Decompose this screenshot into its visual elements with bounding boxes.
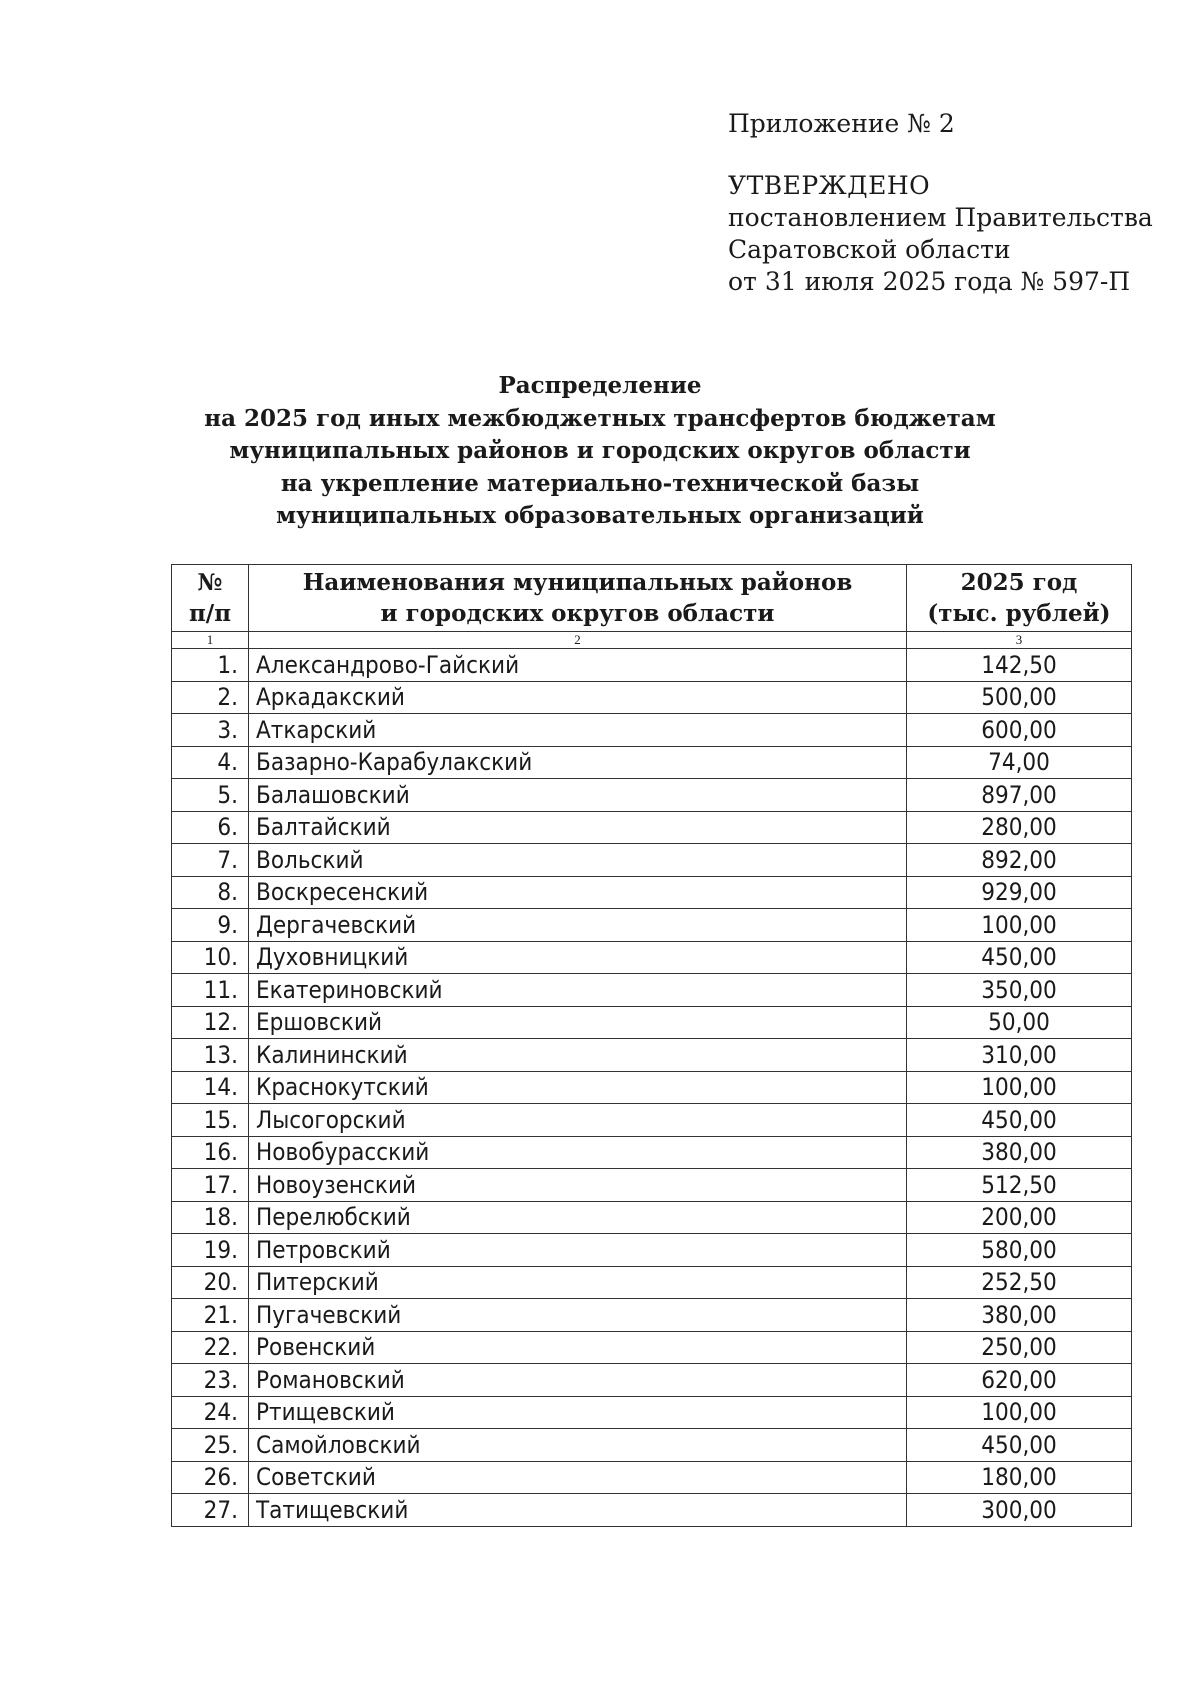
amount-value: 300,00 — [907, 1494, 1132, 1527]
row-number: 6. — [172, 811, 249, 844]
row-number: 5. — [172, 779, 249, 812]
district-name: Татищевский — [249, 1494, 907, 1527]
district-name: Духовницкий — [249, 941, 907, 974]
title-line-5: муниципальных образовательных организаций — [276, 502, 924, 529]
amount-value: 892,00 — [907, 844, 1132, 877]
district-name: Краснокутский — [249, 1071, 907, 1104]
table-row — [172, 1201, 1132, 1234]
header-amount-line-1: 2025 год — [960, 569, 1078, 596]
table-row — [172, 1136, 1132, 1169]
row-number: 2. — [172, 681, 249, 714]
amount-value: 450,00 — [907, 1104, 1132, 1137]
table-row — [172, 1299, 1132, 1332]
row-number: 27. — [172, 1494, 249, 1527]
header-amount-line-2: (тыс. рублей) — [927, 600, 1111, 627]
amount-value: 512,50 — [907, 1169, 1132, 1202]
document-title — [0, 370, 1200, 533]
row-number: 1. — [172, 649, 249, 682]
amount-value: 380,00 — [907, 1136, 1132, 1169]
district-name: Самойловский — [249, 1429, 907, 1462]
row-number: 10. — [172, 941, 249, 974]
amount-value: 897,00 — [907, 779, 1132, 812]
amount-value: 180,00 — [907, 1461, 1132, 1494]
district-name: Аркадакский — [249, 681, 907, 714]
row-number: 13. — [172, 1039, 249, 1072]
district-name: Новоузенский — [249, 1169, 907, 1202]
district-name: Пугачевский — [249, 1299, 907, 1332]
table-row — [172, 1364, 1132, 1397]
amount-value: 620,00 — [907, 1364, 1132, 1397]
approved-date: от 31 июля 2025 года № 597-П — [728, 267, 1131, 296]
amount-value: 600,00 — [907, 714, 1132, 747]
header-number-line-2: п/п — [188, 600, 232, 627]
amount-value: 250,00 — [907, 1331, 1132, 1364]
amount-value: 100,00 — [907, 909, 1132, 942]
amount-value: 142,50 — [907, 649, 1132, 682]
row-number: 26. — [172, 1461, 249, 1494]
row-number: 3. — [172, 714, 249, 747]
table-row — [172, 1396, 1132, 1429]
district-name: Перелюбский — [249, 1201, 907, 1234]
table-row — [172, 811, 1132, 844]
approved-label: УТВЕРЖДЕНО — [728, 171, 931, 200]
district-name: Калининский — [249, 1039, 907, 1072]
amount-value: 280,00 — [907, 811, 1132, 844]
district-name: Романовский — [249, 1364, 907, 1397]
header-number — [172, 565, 249, 632]
district-name: Екатериновский — [249, 974, 907, 1007]
district-name: Дергачевский — [249, 909, 907, 942]
table-row — [172, 1071, 1132, 1104]
district-name: Новобурасский — [249, 1136, 907, 1169]
amount-value: 252,50 — [907, 1266, 1132, 1299]
amount-value: 929,00 — [907, 876, 1132, 909]
column-number-2: 2 — [249, 632, 907, 649]
row-number: 7. — [172, 844, 249, 877]
header-name-line-1: Наименования муниципальных районов — [302, 569, 853, 596]
table-row — [172, 1234, 1132, 1267]
table-row — [172, 1331, 1132, 1364]
row-number: 16. — [172, 1136, 249, 1169]
row-number: 20. — [172, 1266, 249, 1299]
row-number: 25. — [172, 1429, 249, 1462]
table-row — [172, 779, 1132, 812]
amount-value: 450,00 — [907, 1429, 1132, 1462]
district-name: Балтайский — [249, 811, 907, 844]
row-number: 8. — [172, 876, 249, 909]
district-name: Лысогорский — [249, 1104, 907, 1137]
amount-value: 50,00 — [907, 1006, 1132, 1039]
table-header-row — [172, 565, 1132, 632]
row-number: 17. — [172, 1169, 249, 1202]
table-row — [172, 1266, 1132, 1299]
row-number: 24. — [172, 1396, 249, 1429]
district-name: Воскресенский — [249, 876, 907, 909]
table-row — [172, 1039, 1132, 1072]
amount-value: 100,00 — [907, 1071, 1132, 1104]
column-number-1: 1 — [172, 632, 249, 649]
header-name — [249, 565, 907, 632]
amount-value: 74,00 — [907, 746, 1132, 779]
district-name: Петровский — [249, 1234, 907, 1267]
row-number: 14. — [172, 1071, 249, 1104]
row-number: 9. — [172, 909, 249, 942]
header-number-line-1: № — [197, 569, 223, 596]
district-name: Аткарский — [249, 714, 907, 747]
table-row — [172, 1006, 1132, 1039]
amount-value: 310,00 — [907, 1039, 1132, 1072]
amount-value: 500,00 — [907, 681, 1132, 714]
table-row — [172, 1429, 1132, 1462]
title-line-3: муниципальных районов и городских округов области — [229, 437, 971, 464]
table-row — [172, 974, 1132, 1007]
appendix-label: Приложение № 2 — [728, 109, 955, 138]
district-name: Ртищевский — [249, 1396, 907, 1429]
approved-by-line-2: Саратовской области — [728, 235, 1011, 264]
column-number-3: 3 — [907, 632, 1132, 649]
table-row — [172, 714, 1132, 747]
amount-value: 580,00 — [907, 1234, 1132, 1267]
district-name: Советский — [249, 1461, 907, 1494]
table-row — [172, 746, 1132, 779]
row-number: 23. — [172, 1364, 249, 1397]
row-number: 15. — [172, 1104, 249, 1137]
district-name: Александрово-Гайский — [249, 649, 907, 682]
district-name: Базарно-Карабулакский — [249, 746, 907, 779]
table-row — [172, 1494, 1132, 1527]
row-number: 18. — [172, 1201, 249, 1234]
approved-by-line-1: постановлением Правительства — [728, 203, 1153, 232]
district-name: Питерский — [249, 1266, 907, 1299]
table-row — [172, 649, 1132, 682]
row-number: 4. — [172, 746, 249, 779]
table-row — [172, 1104, 1132, 1137]
table-row — [172, 1169, 1132, 1202]
table-body — [172, 649, 1132, 1527]
amount-value: 380,00 — [907, 1299, 1132, 1332]
district-name: Вольский — [249, 844, 907, 877]
header-amount — [907, 565, 1132, 632]
district-name: Ершовский — [249, 1006, 907, 1039]
row-number: 21. — [172, 1299, 249, 1332]
table-row — [172, 681, 1132, 714]
row-number: 19. — [172, 1234, 249, 1267]
amount-value: 200,00 — [907, 1201, 1132, 1234]
table-row — [172, 1461, 1132, 1494]
district-name: Балашовский — [249, 779, 907, 812]
district-name: Ровенский — [249, 1331, 907, 1364]
table-row — [172, 876, 1132, 909]
row-number: 22. — [172, 1331, 249, 1364]
title-line-2: на 2025 год иных межбюджетных трансфертов бюджетам — [204, 404, 996, 432]
table-row — [172, 844, 1132, 877]
amount-value: 100,00 — [907, 1396, 1132, 1429]
column-number-row — [172, 632, 1132, 649]
table-row — [172, 909, 1132, 942]
row-number: 12. — [172, 1006, 249, 1039]
title-line-1: Распределение — [498, 372, 702, 399]
distribution-table — [171, 564, 1132, 1527]
title-line-4: на укрепление материально-технической базы — [280, 469, 920, 497]
amount-value: 350,00 — [907, 974, 1132, 1007]
approval-block — [728, 108, 1153, 298]
row-number: 11. — [172, 974, 249, 1007]
header-name-line-2: и городских округов области — [380, 600, 775, 627]
table-row — [172, 941, 1132, 974]
amount-value: 450,00 — [907, 941, 1132, 974]
